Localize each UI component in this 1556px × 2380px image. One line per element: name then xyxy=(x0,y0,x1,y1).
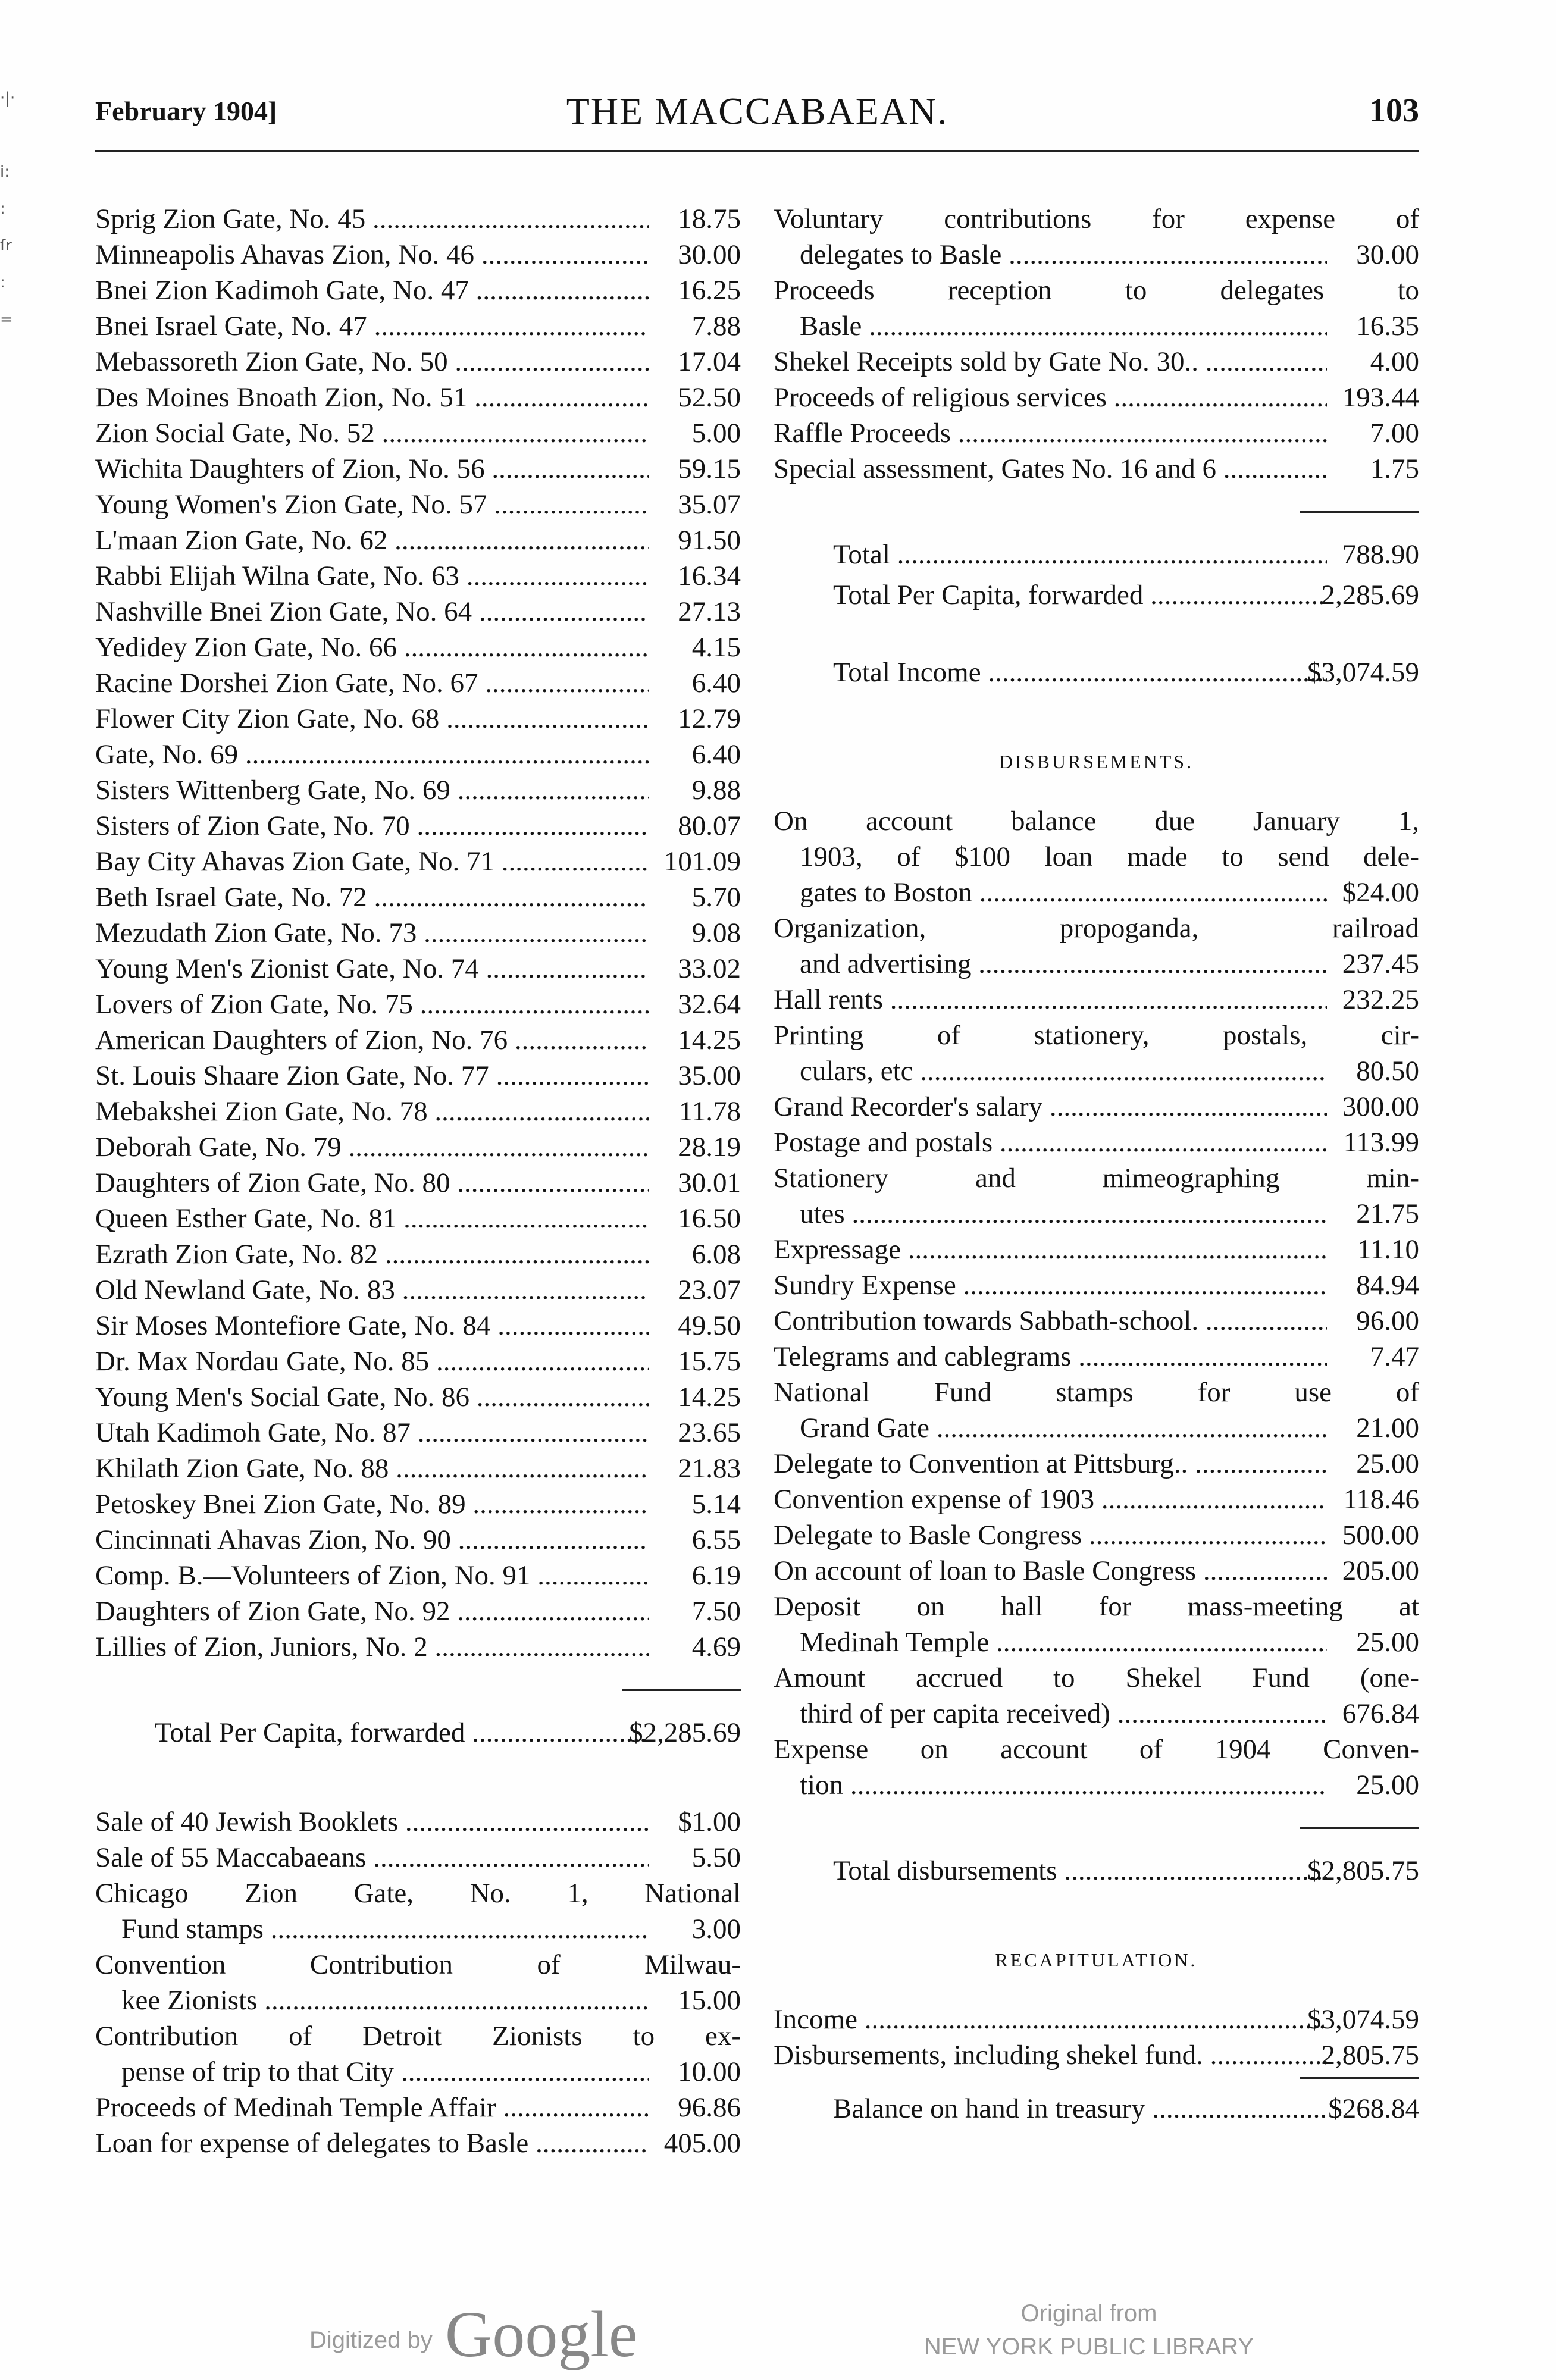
income-item-line xyxy=(774,344,1419,380)
gate-entry-label: Flower City Zion Gate, No. 68 ..... xyxy=(95,701,649,737)
disbursement-entry-line xyxy=(774,1624,1419,1660)
gate-entry xyxy=(95,1058,741,1094)
disbursement-entry-line xyxy=(774,1196,1419,1232)
gate-entry xyxy=(95,808,741,844)
disbursement-entry-line-label: Organization, propoganda, railroad xyxy=(774,913,1419,944)
subtotal-rule xyxy=(622,1689,741,1691)
income-item-line xyxy=(774,308,1419,344)
gate-entry-amount: 30.00 xyxy=(678,239,741,270)
gate-entry-label: Young Men's Zionist Gate, No. 74 ..... xyxy=(95,951,649,987)
income-entry-line-label: Convention Contribution of Milwau- xyxy=(95,1949,741,1980)
gate-entry-label: Young Men's Social Gate, No. 86 ..... xyxy=(95,1379,649,1415)
income-entry-line xyxy=(95,2018,741,2054)
recap-entry xyxy=(774,2002,1419,2037)
total-disbursements: Total disbursements ..... $2,805.75 xyxy=(774,1853,1419,1889)
gate-entry xyxy=(95,1379,741,1415)
income-entry-line-label: Loan for expense of delegates to Basle ..... xyxy=(95,2125,649,2161)
income-item-line xyxy=(774,237,1419,273)
disbursement-entry-line-amount: 25.00 xyxy=(1356,1770,1419,1800)
disbursement-entry-line xyxy=(774,1553,1419,1589)
right-total: Total ..... 788.90 xyxy=(774,537,1419,572)
gate-entry-amount: 9.88 xyxy=(691,775,741,806)
disbursement-entry-line-amount: 300.00 xyxy=(1342,1091,1419,1122)
disbursement-entry-line xyxy=(774,803,1419,839)
gate-entry-label: Bnei Israel Gate, No. 47 ..... xyxy=(95,308,649,344)
disbursement-entry-line xyxy=(774,946,1419,982)
gate-entry xyxy=(95,1129,741,1165)
disbursement-entry-line-label: utes ..... xyxy=(800,1196,1327,1232)
income-entry-line xyxy=(95,1840,741,1875)
gate-entry-amount: 23.65 xyxy=(678,1417,741,1448)
income-item-line-amount: 4.00 xyxy=(1370,346,1419,377)
disbursement-entry-line xyxy=(774,1089,1419,1125)
disbursement-entry-line-label: Stationery and mimeographing min- xyxy=(774,1163,1419,1194)
income-item-line-label: Proceeds reception to delegates to xyxy=(774,275,1419,306)
page-header xyxy=(95,83,1419,149)
gate-entry xyxy=(95,487,741,522)
disbursement-entry-line xyxy=(774,1731,1419,1767)
disbursement-entry-line-amount: $24.00 xyxy=(1342,877,1419,908)
gate-entry-amount: 6.40 xyxy=(691,668,741,699)
income-entry-line-label: Sale of 55 Maccabaeans ..... xyxy=(95,1840,649,1875)
gate-entry-label: Des Moines Bnoath Zion, No. 51 ..... xyxy=(95,380,649,415)
gate-entry xyxy=(95,522,741,558)
income-item-line xyxy=(774,451,1419,487)
gate-entry-label: Sprig Zion Gate, No. 45 ..... xyxy=(95,201,649,237)
gate-entry-label: Ezrath Zion Gate, No. 82 ..... xyxy=(95,1236,649,1272)
income-entry-line-amount: 96.86 xyxy=(678,2092,741,2123)
disbursement-entry-line-amount: 80.50 xyxy=(1356,1056,1419,1086)
gate-entry-amount: 9.08 xyxy=(691,917,741,948)
income-entry-line-label: Sale of 40 Jewish Booklets ..... xyxy=(95,1804,649,1840)
scan-edge-marks: ·|· i: : ſr : = xyxy=(0,89,15,328)
income-entry-line xyxy=(95,1911,741,1947)
gate-entry-amount: 35.07 xyxy=(678,489,741,520)
gate-entry-amount: 16.50 xyxy=(678,1203,741,1234)
gate-entry-label: Mezudath Zion Gate, No. 73 ..... xyxy=(95,915,649,951)
income-entry-line xyxy=(95,2125,741,2161)
gate-entry xyxy=(95,844,741,879)
gate-entry-label: Lillies of Zion, Juniors, No. 2 ..... xyxy=(95,1629,649,1665)
disbursements-rule xyxy=(1300,1827,1419,1829)
right-column xyxy=(774,201,1419,2127)
gate-entry-amount: 27.13 xyxy=(678,596,741,627)
gate-entry xyxy=(95,772,741,808)
disbursement-entry-line-label: Printing of stationery, postals, cir- xyxy=(774,1020,1419,1051)
gate-entry-label: Nashville Bnei Zion Gate, No. 64 ..... xyxy=(95,594,649,630)
income-item-line-amount: 30.00 xyxy=(1356,239,1419,270)
gate-entry-amount: 16.34 xyxy=(678,560,741,591)
page-number: 103 xyxy=(1369,92,1419,129)
recap-entry-amount: 2,805.75 xyxy=(1321,2040,1419,2071)
gate-entry-label: Beth Israel Gate, No. 72 ..... xyxy=(95,879,649,915)
gate-entry xyxy=(95,951,741,987)
recap-rule xyxy=(1300,2077,1419,2079)
disbursement-entry-line-label: Delegate to Convention at Pittsburg.. ..... xyxy=(774,1446,1327,1482)
income-entry-line-amount: 10.00 xyxy=(678,2056,741,2087)
gate-entry-amount: 18.75 xyxy=(678,203,741,234)
gate-entry-label: Bnei Zion Kadimoh Gate, No. 47 ..... xyxy=(95,273,649,308)
income-item-line-amount: 7.00 xyxy=(1370,418,1419,449)
gate-entry xyxy=(95,1558,741,1593)
gate-entry-label: St. Louis Shaare Zion Gate, No. 77 ..... xyxy=(95,1058,649,1094)
digitized-by-note: Digitized by Google xyxy=(309,2298,638,2370)
gate-entry-label: Queen Esther Gate, No. 81 ..... xyxy=(95,1201,649,1236)
gate-entry xyxy=(95,665,741,701)
disbursement-entry-line xyxy=(774,1410,1419,1446)
gate-entry-amount: 21.83 xyxy=(678,1453,741,1484)
disbursement-entry-line xyxy=(774,1482,1419,1517)
disbursement-entry-line-label: tion ..... xyxy=(800,1767,1327,1803)
gate-entry xyxy=(95,1593,741,1629)
disbursement-entry-line-label: On account balance due January 1, xyxy=(774,806,1419,837)
gate-entry-label: Sisters of Zion Gate, No. 70 ..... xyxy=(95,808,649,844)
total-amount: $2,285.69 xyxy=(629,1717,741,1748)
disbursement-entry-line-label: Hall rents ..... xyxy=(774,982,1327,1017)
disbursement-entry-line-amount: 500.00 xyxy=(1342,1520,1419,1551)
gate-entry xyxy=(95,201,741,237)
disbursement-entry-line xyxy=(774,1589,1419,1624)
income-item-line-label: Voluntary contributions for expense of xyxy=(774,203,1419,234)
gate-entry-amount: 59.15 xyxy=(678,453,741,484)
gate-entry-amount: 80.07 xyxy=(678,810,741,841)
gate-entry-amount: 15.75 xyxy=(678,1346,741,1377)
income-item-line-amount: 1.75 xyxy=(1370,453,1419,484)
gate-entry xyxy=(95,1522,741,1558)
gate-entry-amount: 32.64 xyxy=(678,989,741,1020)
income-entry-line-label: Proceeds of Medinah Temple Affair ..... xyxy=(95,2090,649,2125)
gate-entry-amount: 49.50 xyxy=(678,1310,741,1341)
total-label: Total Per Capita, forwarded ..... xyxy=(155,1715,649,1750)
income-subtotal-rule xyxy=(1300,511,1419,513)
income-entry-line-label: Contribution of Detroit Zionists to ex- xyxy=(95,2021,741,2052)
income-item-line xyxy=(774,415,1419,451)
disbursement-entry-line-label: Medinah Temple ..... xyxy=(800,1624,1327,1660)
gate-entry-label: Daughters of Zion Gate, No. 80 ..... xyxy=(95,1165,649,1201)
gate-entry-amount: 28.19 xyxy=(678,1132,741,1163)
disbursement-entry-line-label: 1903, of $100 loan made to send dele- xyxy=(800,841,1419,872)
gate-entry-amount: 91.50 xyxy=(678,525,741,556)
gate-entry-amount: 14.25 xyxy=(678,1382,741,1413)
disbursement-entry-line-amount: 237.45 xyxy=(1342,948,1419,979)
income-entry-line xyxy=(95,1983,741,2018)
disbursement-entry-line xyxy=(774,1303,1419,1339)
disbursement-entry-line xyxy=(774,982,1419,1017)
gate-entry-amount: 35.00 xyxy=(678,1060,741,1091)
income-entry-line xyxy=(95,2090,741,2125)
gate-entry-label: American Daughters of Zion, No. 76 ..... xyxy=(95,1022,649,1058)
disbursement-entry-line-label: On account of loan to Basle Congress ..... xyxy=(774,1553,1327,1589)
gate-entry-amount: 6.40 xyxy=(691,739,741,770)
gate-entry-amount: 11.78 xyxy=(678,1096,741,1127)
library-credit: Original from NEW YORK PUBLIC LIBRARY xyxy=(923,2300,1254,2360)
income-item-line-amount: 16.35 xyxy=(1356,311,1419,342)
disbursement-entry-line-label: Convention expense of 1903 ..... xyxy=(774,1482,1327,1517)
gate-entry-label: Deborah Gate, No. 79 ..... xyxy=(95,1129,649,1165)
gate-entry-amount: 7.88 xyxy=(691,311,741,342)
gate-entry xyxy=(95,415,741,451)
income-entry-line-amount: $1.00 xyxy=(678,1806,741,1837)
disbursement-entry-line-label: Telegrams and cablegrams ..... xyxy=(774,1339,1327,1374)
journal-title: THE MACCABAEAN. xyxy=(566,90,948,132)
gate-entry-label: Yedidey Zion Gate, No. 66 ..... xyxy=(95,630,649,665)
disbursements-heading: DISBURSEMENTS. xyxy=(998,751,1194,772)
disbursement-entry-line-label: Grand Recorder's salary ..... xyxy=(774,1089,1327,1125)
income-entry-line xyxy=(95,1875,741,1911)
disbursement-entry-line-amount: 11.10 xyxy=(1357,1234,1419,1265)
disbursement-entry-line xyxy=(774,1053,1419,1089)
recap-entry-label: Income ..... xyxy=(774,2002,1327,2037)
gate-entry xyxy=(95,915,741,951)
issue-date: February 1904] xyxy=(95,96,277,126)
balance-on-hand: Balance on hand in treasury ..... $268.84 xyxy=(774,2091,1419,2127)
gate-entry-label: Lovers of Zion Gate, No. 75 ..... xyxy=(95,987,649,1022)
gate-entry-label: Mebakshei Zion Gate, No. 78 ..... xyxy=(95,1094,649,1129)
gate-entry xyxy=(95,737,741,772)
income-entry-line xyxy=(95,2054,741,2090)
recapitulation-heading: RECAPITULATION. xyxy=(995,1949,1198,1971)
income-item-line-label: Proceeds of religious services ..... xyxy=(774,380,1327,415)
gate-entry xyxy=(95,451,741,487)
disbursement-entry-line xyxy=(774,1446,1419,1482)
disbursement-entry-line-label: Expense on account of 1904 Conven- xyxy=(774,1734,1419,1765)
gate-entry-amount: 12.79 xyxy=(678,703,741,734)
gate-entry xyxy=(95,1451,741,1486)
disbursement-entry-line xyxy=(774,839,1419,875)
disbursement-entry-line xyxy=(774,875,1419,910)
gate-entry-amount: 5.14 xyxy=(691,1489,741,1520)
disbursement-entry-line xyxy=(774,1660,1419,1696)
right-total-per-capita: Total Per Capita, forwarded ..... 2,285.69 xyxy=(774,577,1419,613)
income-item-line xyxy=(774,380,1419,415)
disbursement-entry-line-amount: 205.00 xyxy=(1342,1555,1419,1586)
disbursement-entry-line-amount: 118.46 xyxy=(1343,1484,1419,1515)
gate-entry-amount: 4.69 xyxy=(691,1631,741,1662)
disbursements-list xyxy=(774,803,1419,1803)
income-item-line-label: Special assessment, Gates No. 16 and 6 ..... xyxy=(774,451,1327,487)
gate-entry-label: Old Newland Gate, No. 83 ..... xyxy=(95,1272,649,1308)
gate-entry-label: Rabbi Elijah Wilna Gate, No. 63 ..... xyxy=(95,558,649,594)
recap-entry xyxy=(774,2037,1419,2073)
gate-entry xyxy=(95,1165,741,1201)
gate-entry-amount: 33.02 xyxy=(678,953,741,984)
income-entry-line xyxy=(95,1947,741,1983)
disbursement-entry-line-amount: 232.25 xyxy=(1342,984,1419,1015)
gate-entry-label: Racine Dorshei Zion Gate, No. 67 ..... xyxy=(95,665,649,701)
disbursement-entry-line-amount: 113.99 xyxy=(1343,1127,1419,1158)
gate-entry xyxy=(95,879,741,915)
gate-entry xyxy=(95,1308,741,1344)
income-items-list xyxy=(774,201,1419,487)
gate-entry-label: Wichita Daughters of Zion, No. 56 ..... xyxy=(95,451,649,487)
disbursement-entry-line xyxy=(774,1517,1419,1553)
income-item-line-label: Raffle Proceeds ..... xyxy=(774,415,1327,451)
income-item-line-label: delegates to Basle ..... xyxy=(800,237,1327,273)
income-entry-line-amount: 3.00 xyxy=(691,1914,741,1944)
recap-entry-label: Disbursements, including shekel fund. ..... xyxy=(774,2037,1327,2073)
disbursement-entry-line-label: Sundry Expense ..... xyxy=(774,1267,1327,1303)
gate-entry-amount: 4.15 xyxy=(691,632,741,663)
gate-entry-label: Cincinnati Ahavas Zion, No. 90 ..... xyxy=(95,1522,649,1558)
gate-entry xyxy=(95,1486,741,1522)
income-item-line-label: Shekel Receipts sold by Gate No. 30.. ..... xyxy=(774,344,1327,380)
gate-entry-label: Utah Kadimoh Gate, No. 87 ..... xyxy=(95,1415,649,1451)
recapitulation-list xyxy=(774,2002,1419,2073)
disbursement-entry-line-label: Postage and postals ..... xyxy=(774,1125,1327,1160)
income-item-line xyxy=(774,273,1419,308)
gate-entry xyxy=(95,273,741,308)
gate-entry-label: Khilath Zion Gate, No. 88 ..... xyxy=(95,1451,649,1486)
disbursement-entry-line xyxy=(774,1125,1419,1160)
gate-entry xyxy=(95,308,741,344)
disbursement-entry-line-amount: 21.75 xyxy=(1356,1198,1419,1229)
income-entry-line-amount: 405.00 xyxy=(663,2128,741,2159)
income-item-line xyxy=(774,201,1419,237)
disbursement-entry-line-label: Grand Gate ..... xyxy=(800,1410,1327,1446)
gate-entry xyxy=(95,1201,741,1236)
gate-entry-amount: 5.00 xyxy=(691,418,741,449)
gate-entry-amount: 23.07 xyxy=(678,1274,741,1305)
gate-entry-label: Zion Social Gate, No. 52 ..... xyxy=(95,415,649,451)
gate-entry-amount: 6.19 xyxy=(691,1560,741,1591)
disbursement-entry-line-label: Contribution towards Sabbath-school. ..... xyxy=(774,1303,1327,1339)
gate-entry xyxy=(95,1094,741,1129)
income-entry-line-amount: 15.00 xyxy=(678,1985,741,2016)
income-item-line-amount: 193.44 xyxy=(1342,382,1419,413)
disbursement-entry-line-label: gates to Boston ..... xyxy=(800,875,1327,910)
income-entry-line-amount: 5.50 xyxy=(691,1842,741,1873)
disbursement-entry-line-amount: 96.00 xyxy=(1356,1305,1419,1336)
disbursement-entry-line xyxy=(774,910,1419,946)
gate-entry-label: Bay City Ahavas Zion Gate, No. 71 ..... xyxy=(95,844,649,879)
gate-entry xyxy=(95,1415,741,1451)
gate-entry-amount: 30.01 xyxy=(678,1167,741,1198)
gate-entry-amount: 6.08 xyxy=(691,1239,741,1270)
gate-entry xyxy=(95,1272,741,1308)
gate-entry xyxy=(95,701,741,737)
disbursement-entry-line-label: culars, etc ..... xyxy=(800,1053,1327,1089)
gate-entry-amount: 7.50 xyxy=(691,1596,741,1627)
left-column xyxy=(95,201,741,2161)
disbursement-entry-line xyxy=(774,1267,1419,1303)
disbursement-entry-line-label: Expressage ..... xyxy=(774,1232,1327,1267)
disbursement-entry-line xyxy=(774,1696,1419,1731)
total-income: Total Income ..... $3,074.59 xyxy=(774,654,1419,690)
disbursement-entry-line xyxy=(774,1232,1419,1267)
disbursement-entry-line xyxy=(774,1160,1419,1196)
gate-entry xyxy=(95,1344,741,1379)
other-income-list xyxy=(95,1804,741,2161)
left-total-per-capita xyxy=(95,1715,741,1750)
disbursement-entry-line-amount: 25.00 xyxy=(1356,1627,1419,1658)
gate-receipts-list xyxy=(95,201,741,1665)
disbursement-entry-line-label: Deposit on hall for mass-meeting at xyxy=(774,1591,1419,1622)
gate-entry-amount: 101.09 xyxy=(663,846,741,877)
disbursement-entry-line-amount: 84.94 xyxy=(1356,1270,1419,1301)
disbursement-entry-line xyxy=(774,1339,1419,1374)
disbursement-entry-line-label: National Fund stamps for use of xyxy=(774,1377,1419,1408)
disbursement-entry-line-amount: 21.00 xyxy=(1356,1413,1419,1443)
income-entry-line-label: Chicago Zion Gate, No. 1, National xyxy=(95,1878,741,1909)
gate-entry xyxy=(95,1236,741,1272)
gate-entry-amount: 14.25 xyxy=(678,1025,741,1056)
gate-entry xyxy=(95,1629,741,1665)
income-entry-line-label: kee Zionists ..... xyxy=(121,1983,649,2018)
income-entry-line-label: pense of trip to that City ..... xyxy=(121,2054,649,2090)
gate-entry-label: Petoskey Bnei Zion Gate, No. 89 ..... xyxy=(95,1486,649,1522)
gate-entry-label: Comp. B.—Volunteers of Zion, No. 91 ..... xyxy=(95,1558,649,1593)
gate-entry-amount: 16.25 xyxy=(678,275,741,306)
gate-entry xyxy=(95,380,741,415)
gate-entry-label: Daughters of Zion Gate, No. 92 ..... xyxy=(95,1593,649,1629)
recap-entry-amount: $3,074.59 xyxy=(1307,2004,1419,2035)
gate-entry xyxy=(95,344,741,380)
income-item-line-label: Basle ..... xyxy=(800,308,1327,344)
gate-entry xyxy=(95,237,741,273)
gate-entry-label: Dr. Max Nordau Gate, No. 85 ..... xyxy=(95,1344,649,1379)
gate-entry-label: L'maan Zion Gate, No. 62 ..... xyxy=(95,522,649,558)
disbursement-entry-line xyxy=(774,1767,1419,1803)
gate-entry-amount: 5.70 xyxy=(691,882,741,913)
income-entry-line xyxy=(95,1804,741,1840)
gate-entry-amount: 52.50 xyxy=(678,382,741,413)
gate-entry-label: Sisters Wittenberg Gate, No. 69 ..... xyxy=(95,772,649,808)
disbursement-entry-line-amount: 7.47 xyxy=(1370,1341,1419,1372)
disbursement-entry-line-label: Delegate to Basle Congress ..... xyxy=(774,1517,1327,1553)
gate-entry-amount: 6.55 xyxy=(691,1524,741,1555)
gate-entry xyxy=(95,630,741,665)
disbursement-entry-line-amount: 25.00 xyxy=(1356,1448,1419,1479)
gate-entry xyxy=(95,594,741,630)
gate-entry xyxy=(95,987,741,1022)
gate-entry-label: Young Women's Zion Gate, No. 57 ..... xyxy=(95,487,649,522)
gate-entry-label: Gate, No. 69 ..... xyxy=(95,737,649,772)
gate-entry-label: Minneapolis Ahavas Zion, No. 46 ..... xyxy=(95,237,649,273)
disbursement-entry-line xyxy=(774,1374,1419,1410)
disbursement-entry-line-label: and advertising ..... xyxy=(800,946,1327,982)
disbursement-entry-line-amount: 676.84 xyxy=(1342,1698,1419,1729)
google-logo: Google xyxy=(444,2298,638,2370)
gate-entry-label: Sir Moses Montefiore Gate, No. 84 ..... xyxy=(95,1308,649,1344)
disbursement-entry-line-label: Amount accrued to Shekel Fund (one- xyxy=(774,1662,1419,1693)
income-entry-line-label: Fund stamps ..... xyxy=(121,1911,649,1947)
gate-entry-amount: 17.04 xyxy=(678,346,741,377)
header-rule xyxy=(95,150,1419,152)
gate-entry xyxy=(95,1022,741,1058)
gate-entry-label: Mebassoreth Zion Gate, No. 50 ..... xyxy=(95,344,649,380)
gate-entry xyxy=(95,558,741,594)
disbursement-entry-line-label: third of per capita received) ..... xyxy=(800,1696,1327,1731)
disbursement-entry-line xyxy=(774,1017,1419,1053)
